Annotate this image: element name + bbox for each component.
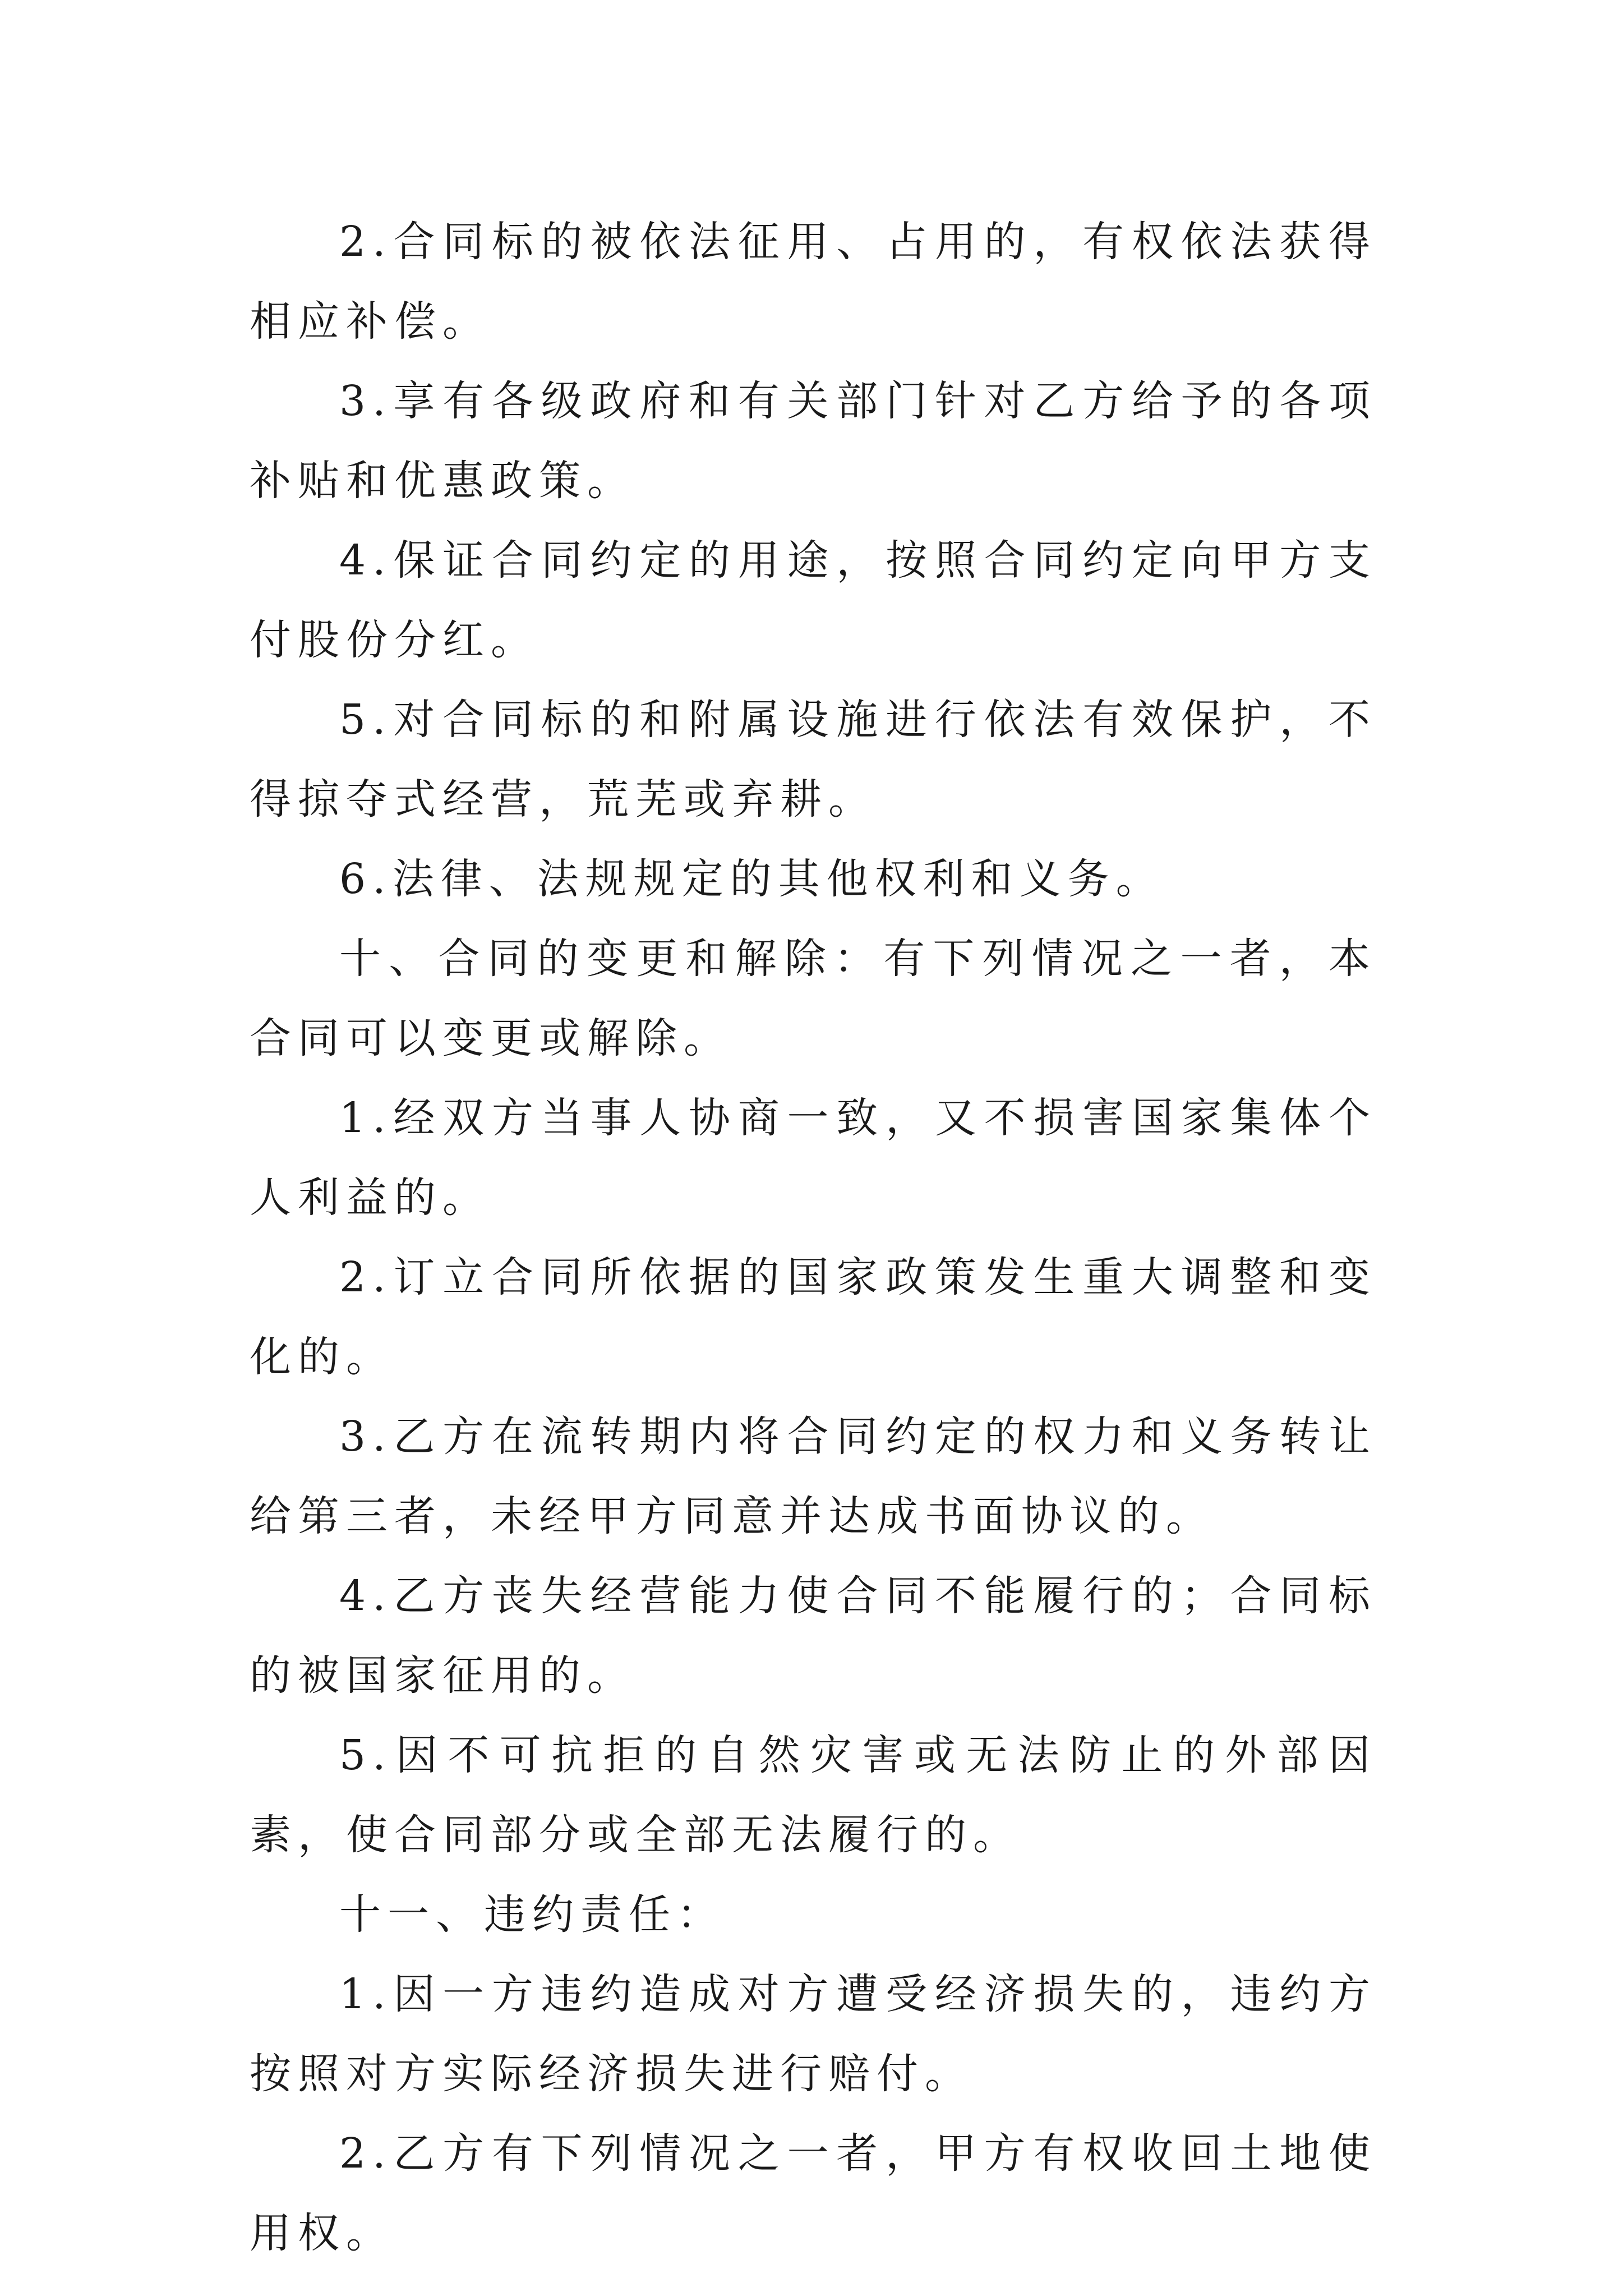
- paragraph-subsidy-right: 3.享有各级政府和有关部门针对乙方给予的各项补贴和优惠政策。: [250, 377, 1377, 505]
- paragraph-breach-compensation: 1.因一方违约造成对方遭受经济损失的，违约方按照对方实际经济损失进行赔付。: [250, 1970, 1377, 2098]
- paragraph-usage-dividend: 4.保证合同约定的用途，按照合同约定向甲方支付股份分红。: [250, 536, 1377, 664]
- paragraph-mutual-agreement: 1.经双方当事人协商一致，又不损害国家集体个人利益的。: [250, 1094, 1377, 1222]
- section-heading-liability: 十一、违约责任：: [339, 1890, 725, 1939]
- paragraph-compensation-right: 2.合同标的被依法征用、占用的，有权依法获得相应补偿。: [250, 218, 1377, 346]
- section-heading-change-termination: 十、合同的变更和解除：有下列情况之一者，本合同可以变更或解除。: [250, 935, 1377, 1062]
- paragraph-other-rights: 6.法律、法规规定的其他权利和义务。: [339, 855, 1164, 903]
- paragraph-protection-duty: 5.对合同标的和附属设施进行依法有效保护，不得掠夺式经营，荒芜或弃耕。: [250, 696, 1377, 823]
- document-body: [250, 202, 1377, 2273]
- paragraph-loss-capacity: 4.乙方丧失经营能力使合同不能履行的；合同标的被国家征用的。: [250, 1572, 1377, 1700]
- paragraph-force-majeure: 5.因不可抗拒的自然灾害或无法防止的外部因素，使合同部分或全部无法履行的。: [250, 1731, 1377, 1859]
- paragraph-transfer-third-party: 3.乙方在流转期内将合同约定的权力和义务转让给第三者，未经甲方同意并达成书面协议的。: [250, 1412, 1377, 1540]
- paragraph-policy-change: 2.订立合同所依据的国家政策发生重大调整和变化的。: [250, 1253, 1377, 1381]
- paragraph-land-recovery: 2.乙方有下列情况之一者，甲方有权收回土地使用权。: [250, 2129, 1377, 2257]
